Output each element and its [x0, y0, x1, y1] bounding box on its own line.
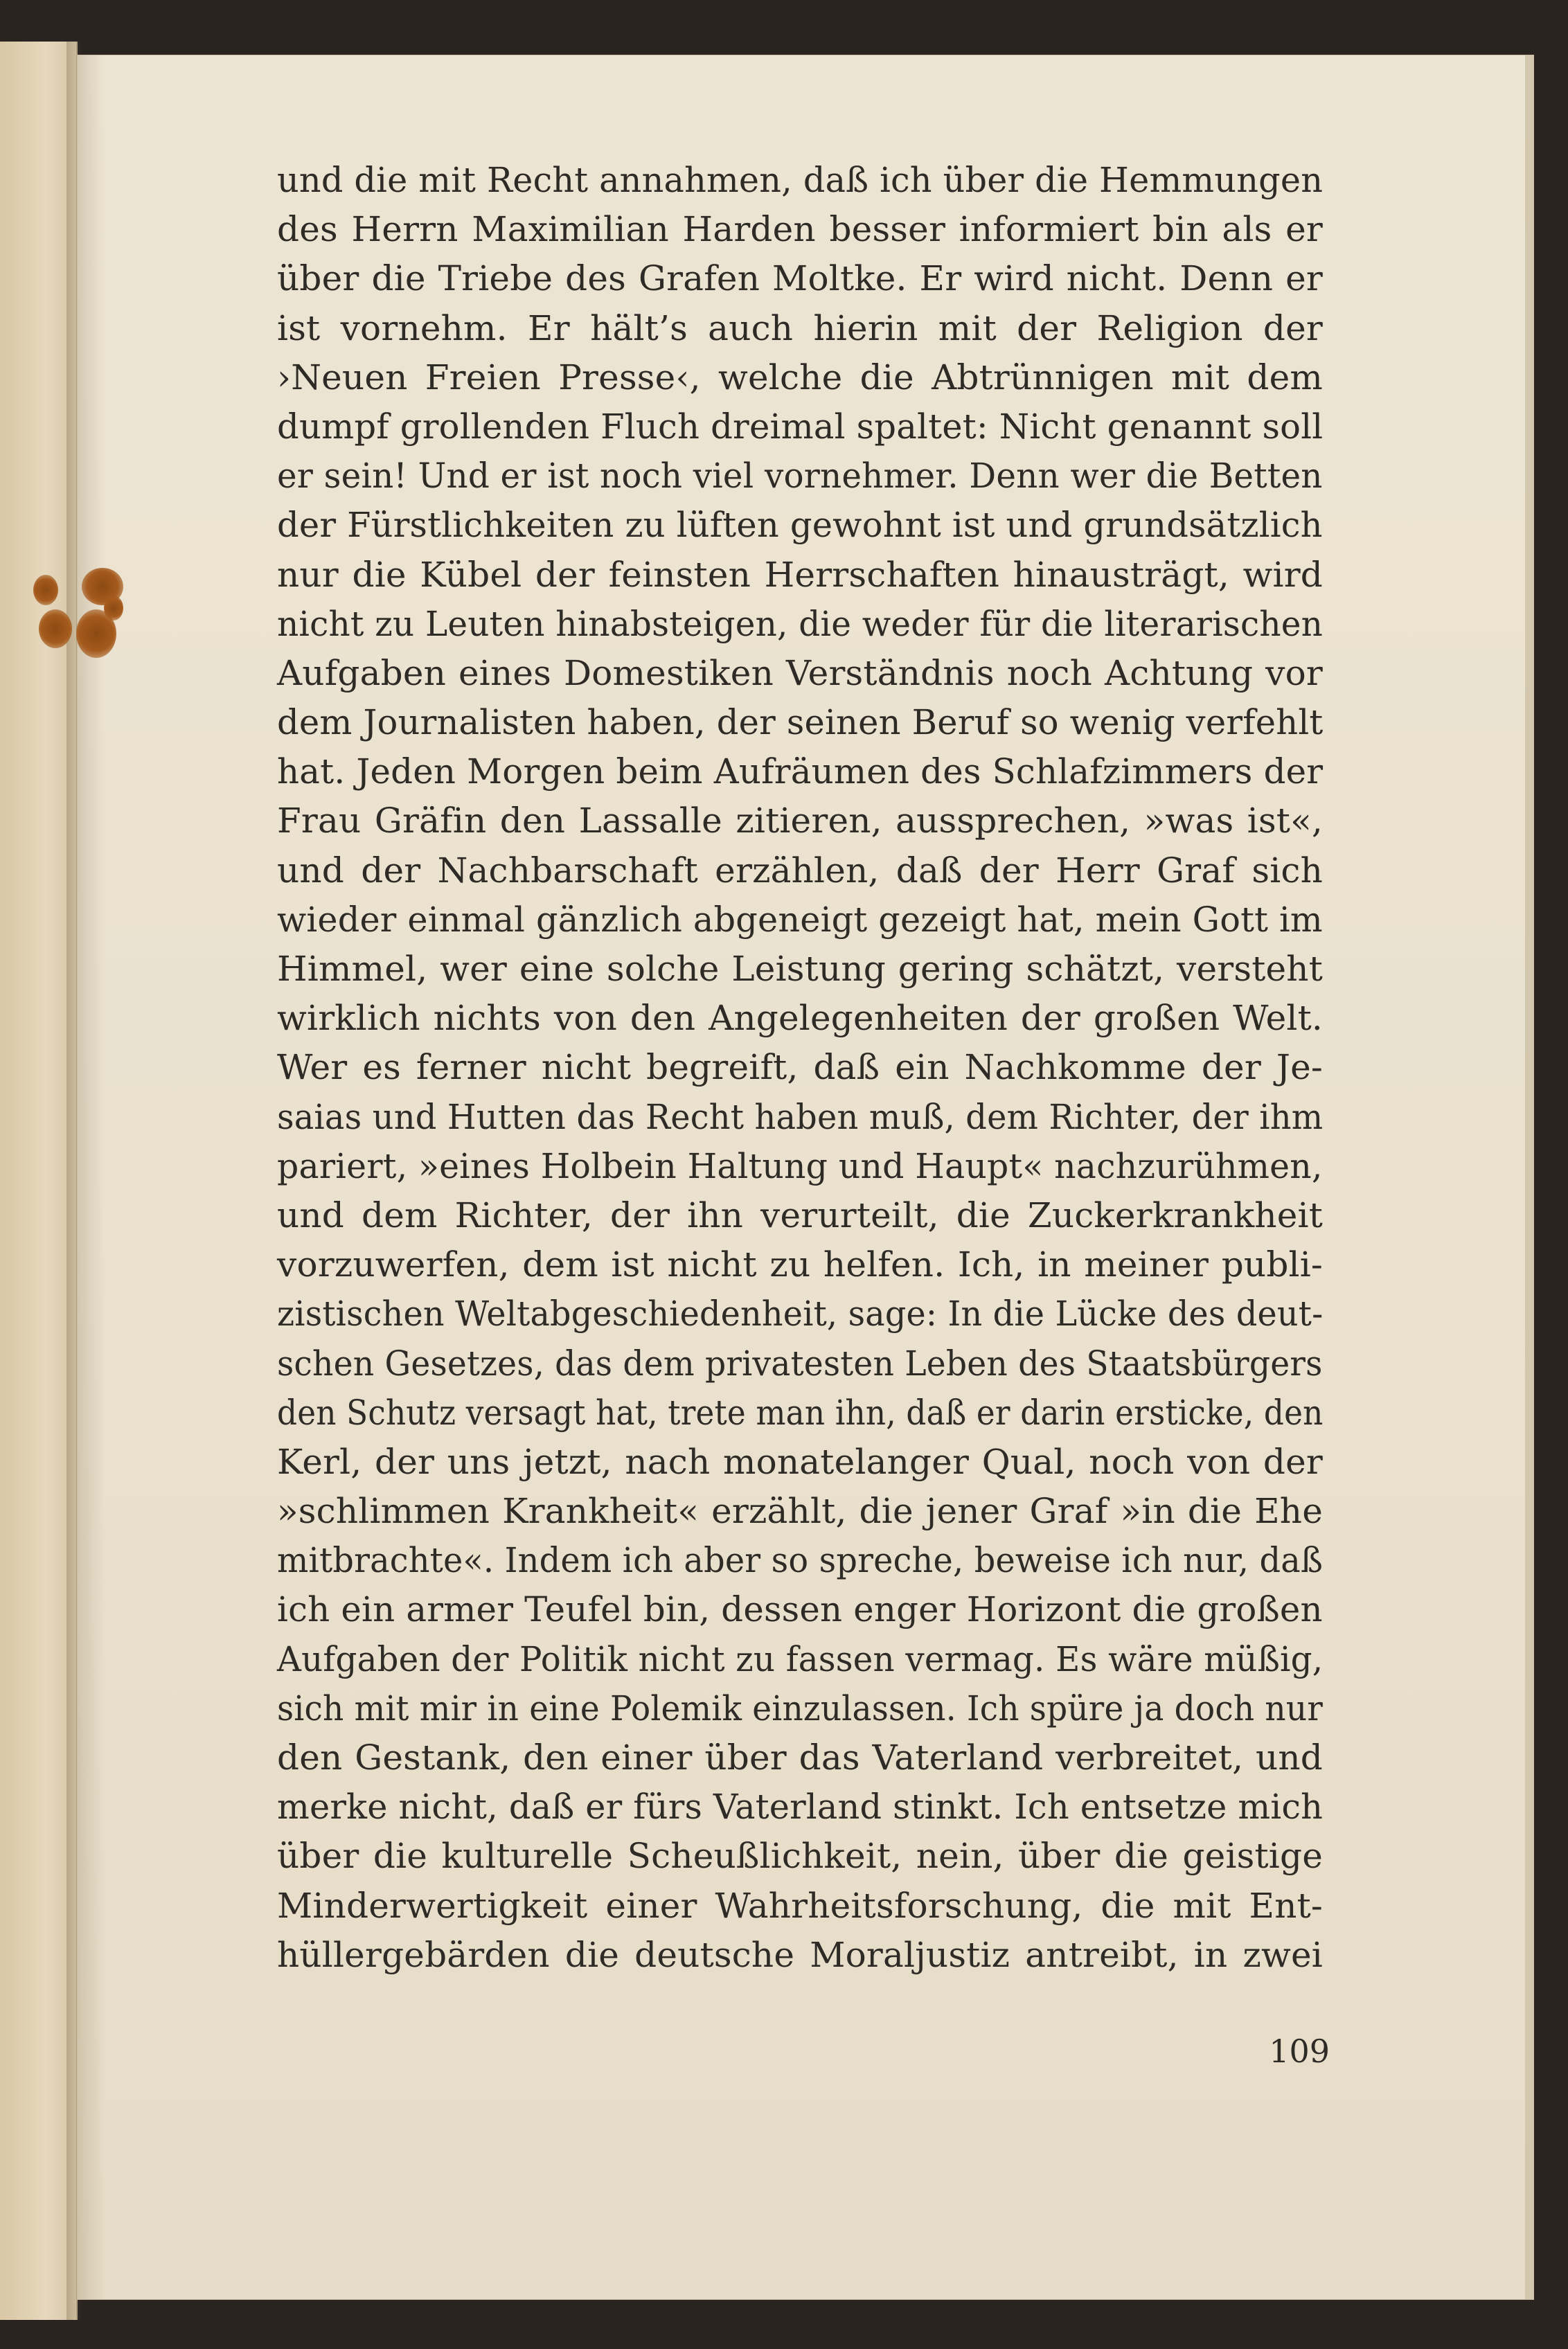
text-line: pariert, »eines Holbein Haltung und Haupt« nachzurühmen, — [277, 1145, 1323, 1186]
text-line: Wer es ferner nicht begreift, daß ein Nachkomme der Je- — [277, 1047, 1323, 1088]
text-line: und der Nachbarschaft erzählen, daß der Herr Graf sich — [277, 850, 1323, 891]
text-line: Aufgaben eines Domestiken Verständnis noch Achtung vor — [277, 652, 1323, 693]
rust-stain — [104, 596, 123, 620]
text-line: hat. Jeden Morgen beim Aufräumen des Schlafzimmers der — [277, 751, 1324, 792]
text-line: Aufgaben der Politik nicht zu fassen vermag. Es wäre müßig, — [277, 1638, 1324, 1679]
page-spine-shadow — [78, 55, 105, 2299]
text-line: zistischen Weltabgeschiedenheit, sage: In die Lücke des deut- — [277, 1294, 1324, 1334]
text-line: nur die Kübel der feinsten Herrschaften hinausträgt, wird — [277, 554, 1323, 595]
text-line: sich mit mir in eine Polemik einzulassen. Ich spüre ja doch nur — [277, 1688, 1323, 1729]
text-line: über die Triebe des Grafen Moltke. Er wird nicht. Denn er — [277, 258, 1323, 299]
rust-stain — [33, 575, 58, 605]
text-line: wieder einmal gänzlich abgeneigt gezeigt hat, mein Gott im — [277, 899, 1323, 940]
text-line: schen Gesetzes, das dem privatesten Leben des Staatsbürgers — [277, 1343, 1323, 1384]
text-line: dumpf grollenden Fluch dreimal spaltet: Nicht genannt soll — [277, 406, 1324, 447]
text-line: und die mit Recht annahmen, daß ich über die Hemmungen — [277, 160, 1324, 200]
page-right-edge — [1525, 55, 1533, 2299]
text-line: saias und Hutten das Recht haben muß, dem Richter, der ihm — [277, 1096, 1324, 1137]
text-line: den Gestank, den einer über das Vaterland verbreitet, und — [277, 1738, 1323, 1778]
text-line: hüllergebärden die deutsche Moraljustiz antreibt, in zwei — [277, 1934, 1323, 1975]
text-line: wirklich nichts von den Angelegenheiten der großen Welt. — [277, 998, 1323, 1039]
text-line: und dem Richter, der ihn verurteilt, die Zuckerkrankheit — [277, 1195, 1323, 1235]
text-line: des Herrn Maximilian Harden besser informiert bin als er — [277, 209, 1323, 250]
text-line: ist vornehm. Er hält’s auch hierin mit der Religion der — [277, 307, 1323, 348]
text-line: der Fürstlichkeiten zu lüften gewohnt ist und grundsätzlich — [277, 505, 1323, 546]
text-line: ›Neuen Freien Presse‹, welche die Abtrünnigen mit dem — [277, 357, 1323, 398]
text-line: Minderwertigkeit einer Wahrheitsforschung, die mit Ent- — [277, 1885, 1323, 1926]
text-line: er sein! Und er ist noch viel vornehmer. Denn wer die Betten — [277, 456, 1323, 497]
text-line: Kerl, der uns jetzt, nach monatelanger Qual, noch von der — [277, 1441, 1323, 1482]
text-line: dem Journalisten haben, der seinen Beruf so wenig verfehlt — [277, 702, 1324, 743]
text-line: »schlimmen Krankheit« erzählt, die jener Graf »in die Ehe — [277, 1491, 1323, 1532]
body-text — [277, 156, 1323, 1980]
text-line: Frau Gräfin den Lassalle zitieren, aussprechen, »was ist«, — [277, 801, 1323, 841]
text-line: merke nicht, daß er fürs Vaterland stinkt. Ich entsetze mich — [277, 1787, 1324, 1828]
text-line: den Schutz versagt hat, trete man ihn, daß er darin ersticke, den — [277, 1392, 1324, 1433]
rust-stain — [39, 609, 72, 648]
page-number: 109 — [1269, 2033, 1330, 2070]
text-line: vorzuwerfen, dem ist nicht zu helfen. Ich, in meiner publi- — [277, 1244, 1323, 1285]
text-line: nicht zu Leuten hinabsteigen, die weder für die literarischen — [277, 603, 1324, 644]
text-line: über die kulturelle Scheußlichkeit, nein, über die geistige — [277, 1836, 1323, 1877]
text-line: Himmel, wer eine solche Leistung gering schätzt, versteht — [277, 949, 1323, 989]
text-line: ich ein armer Teufel bin, dessen enger Horizont die großen — [277, 1589, 1323, 1630]
text-line: mitbrachte«. Indem ich aber so spreche, beweise ich nur, daß — [277, 1540, 1324, 1581]
